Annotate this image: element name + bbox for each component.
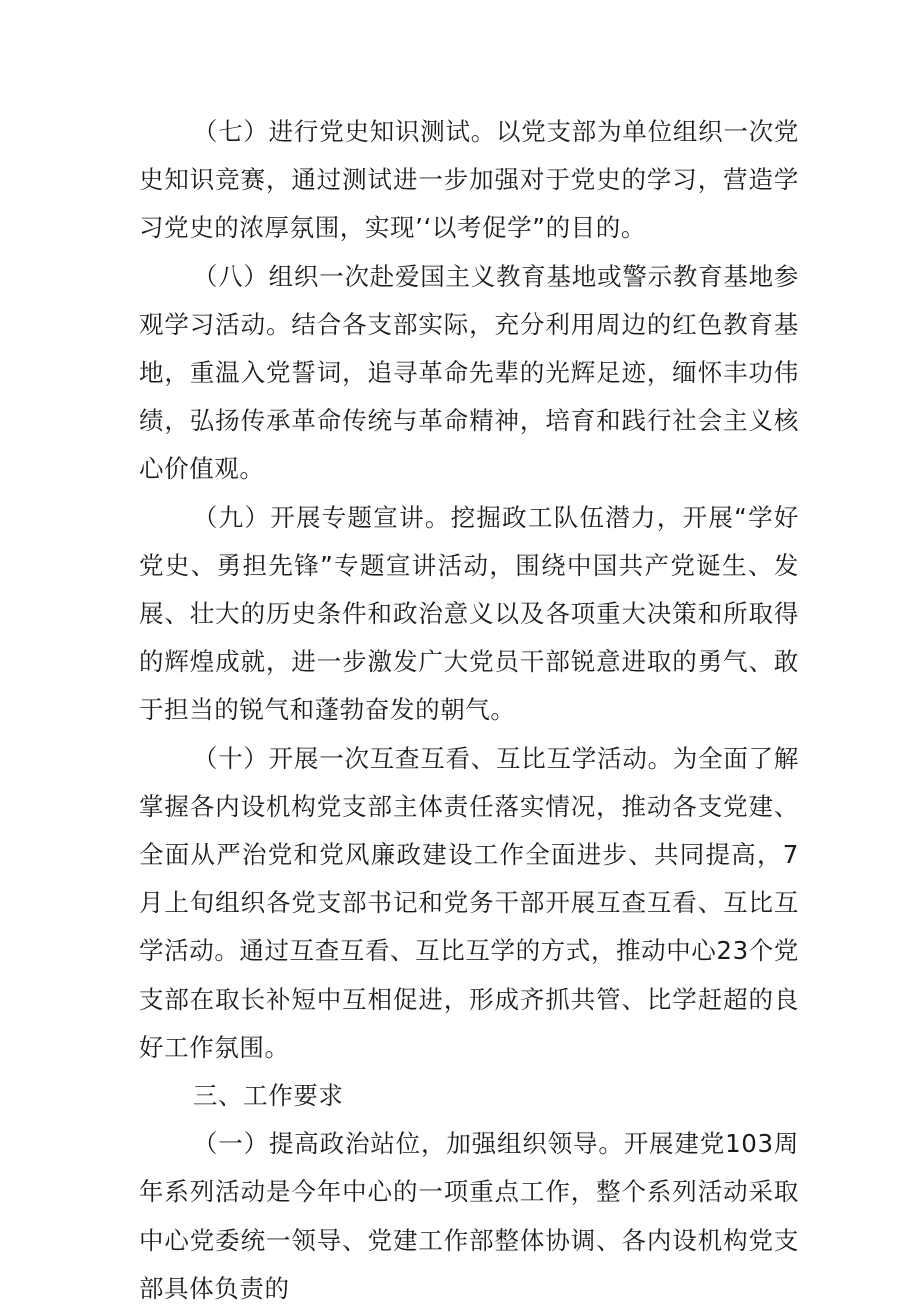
paragraph-item-10: （十）开展一次互查互看、互比互学活动。为全面了解掌握各内设机构党支部主体责任落实情况，推动各支党建、全面从严治党和党风廉政建设工作全面进步、共同提高，7月上旬组织各党支部书记和党务干部开展互查互看、互比互学活动。通过互查互看、互比互学的方式，推动中心23个党支部在取长补短中互相促进，形成齐抓共管、比学赶超的良好工作氛围。: [139, 743, 799, 1062]
document-body: [139, 108, 799, 1313]
paragraph-requirement-1: （一）提高政治站位，加强组织领导。开展建党103周年系列活动是今年中心的一项重点工作，整个系列活动采取中心党委统一领导、党建工作部整体协调、各内设机构党支部具体负责的: [139, 1129, 799, 1303]
paragraph-item-8: （八）组织一次赴爱国主义教育基地或警示教育基地参观学习活动。结合各支部实际，充分利用周边的红色教育基地，重温入党誓词，追寻革命先辈的光辉足迹，缅怀丰功伟绩，弘扬传承革命传统与革命精神，培育和践行社会主义核心价值观。: [139, 261, 799, 484]
paragraph-item-7: （七）进行党史知识测试。以党支部为单位组织一次党史知识竞赛，通过测试进一步加强对于党史的学习，营造学习党史的浓厚氛围，实现’‘以考促学”的目的。: [139, 117, 799, 243]
paragraph-item-9: （九）开展专题宣讲。挖掘政工队伍潜力，开展“学好党史、勇担先锋”专题宣讲活动，围绕中国共产党诞生、发展、壮大的历史条件和政治意义以及各项重大决策和所取得的辉煌成就，进一步激发广大党员干部锐意进取的勇气、敢于担当的锐气和蓬勃奋发的朝气。: [139, 502, 799, 725]
section-heading-work-requirements: 三、工作要求: [192, 1081, 344, 1111]
